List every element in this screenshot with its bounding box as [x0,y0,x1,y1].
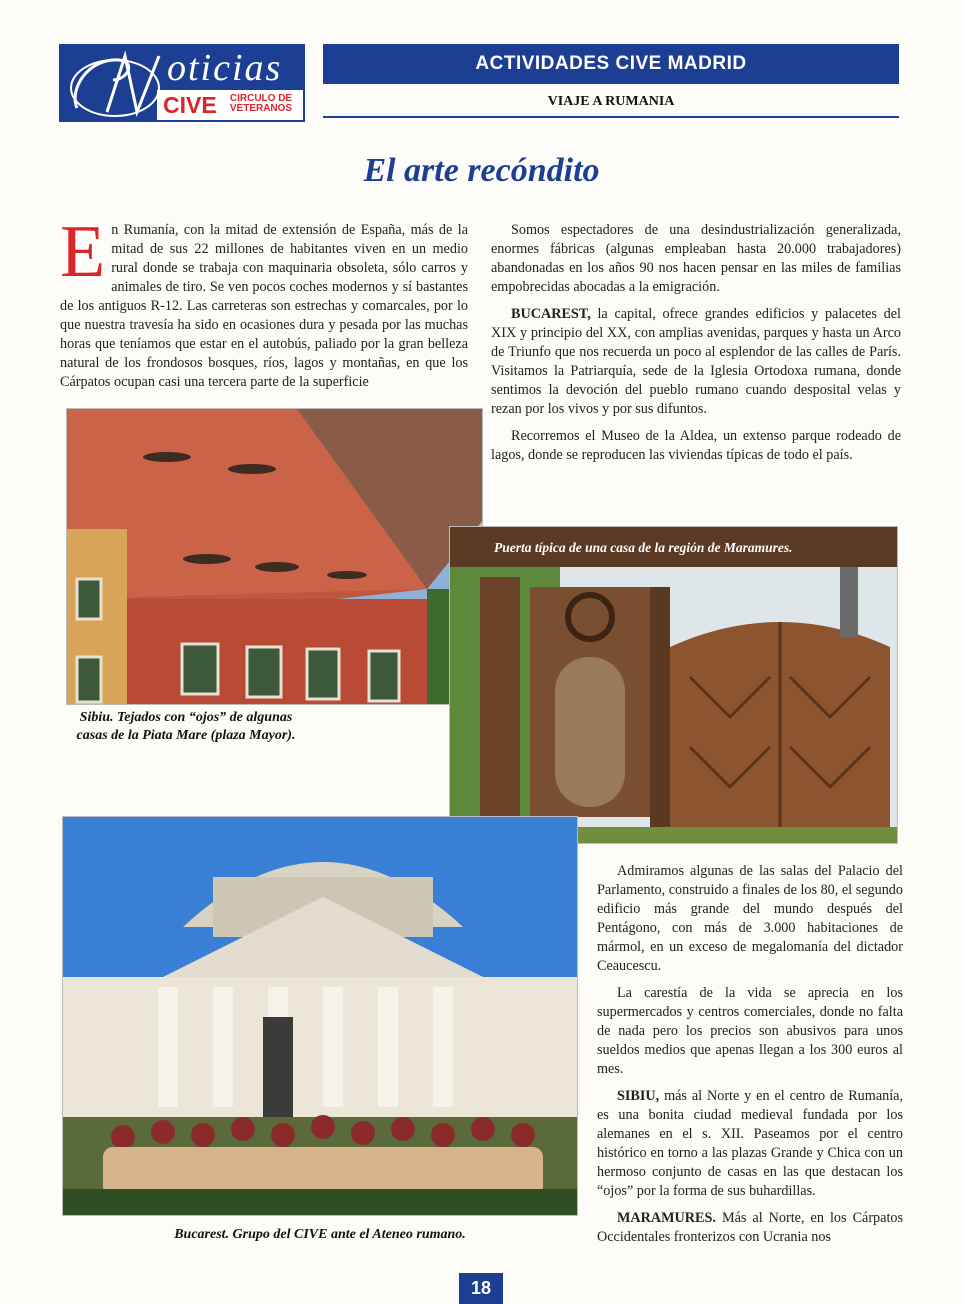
paragraph-sibiu-text: más al Norte y en el centro de Rumanía, es una bonita ciudad medieval fundada por los alemanes en el s. XII. Paseamos por el centro histórico en torno a las plazas Grande y Chica con un hermoso conjunto de casas en las que destacan los “ojos” por la forma de sus buhardillas. [597,1088,903,1199]
bucarest-caption: Bucarest. Grupo del CIVE ante el Ateneo rumano. [174,1227,466,1242]
drop-cap: E [60,211,106,293]
section-title: ACTIVIDADES CIVE MADRID [323,44,899,84]
logo-circulo-line1: CIRCULO DE [229,93,293,104]
logo-word: oticias [167,47,283,89]
intro-text: n Rumanía, con la mitad de extensión de España, más de la mitad de sus 22 millones de habitantes viven en un medio rural donde se trabaja con maquinaria obsoleta, sólo carros y animales de tiro. Se ven pocos coches modernos y sí bastantes de los antiguos R-12. Las carreteras son estrechas y comarcales, por lo que nuestra travesía ha sido en ocasiones dura y pesada por las muchas horas que teníamos que estar en el autobús, paliado por la gran belleza natural de los frondosos bosques, ríos, lagos y montañas, en que los Cárpatos ocupan casi una tercera parte de la superficie [60,222,468,390]
gate-caption: Puerta típica de una casa de la región de Maramures. [494,540,793,555]
paragraph-bucarest [491,305,901,419]
logo-n-mark [67,50,163,120]
logo [59,44,305,122]
sibiu-photo [66,408,483,705]
gate-photo [449,526,898,844]
intro-column [60,211,468,400]
article-title: El arte recóndito [363,152,600,189]
keyword-sibiu: SIBIU, [617,1088,660,1104]
logo-circulo [223,94,299,114]
paragraph-carestia: La carestía de la vida se aprecia en los supermercados y centros comerciales, donde no falta de nada pero los precios son abusivos para unos sueldos medios que apenas llegan a los 300 euros al mes. [597,985,903,1077]
page-number: 18 [459,1273,503,1304]
keyword-bucarest: BUCAREST, [511,306,591,322]
subsection-title: VIAJE A RUMANIA [323,88,899,118]
intro-paragraph [60,211,468,392]
paragraph-maramures [597,1209,903,1247]
paragraph-museo: Recorremos el Museo de la Aldea, un extenso parque rodeado de lagos, donde se reproducen las viviendas típicas de todo el país. [491,428,901,463]
paragraph-industry: Somos espectadores de una desindustrialización generalizada, enormes fábricas (algunas empleaban hasta 20.000 trabajadores) abandonadas en los años 90 nos hacen pensar en las miles de familias empobrecidas abocadas a la emigración. [491,222,901,295]
logo-cive: CIVE [163,92,217,118]
paragraph-bucarest-text: la capital, ofrece grandes edificios y palacetes del XIX y principio del XX, con amplias avenidas, parques y hasta un Arco de Triunfo que nos recuerda un poco al esplendor de las calles de París. Visitamos la Patriarquía, sede de la Iglesia Ortodoxa rumana, donde sentimos la devoción del pueblo rumano cuando desposital velas y rezan por los vivos y por sus difuntos. [491,306,901,417]
keyword-maramures: MARAMURES. [617,1210,716,1226]
logo-circulo-line2: VETERANOS [229,103,293,114]
paragraph-parlamento: Admiramos algunas de las salas del Palacio del Parlamento, construido a finales de los 80, el segundo edificio más grande del mundo después del Pentágono, con más de 3.000 habitaciones de mármol, en un exceso de megalomanía del dictador Ceaucescu. [597,863,903,974]
paragraph-maramures-text: Más al Norte, en los Cárpatos Occidentales fronterizos con Ucrania nos [597,1210,903,1245]
sibiu-caption: Sibiu. Tejados con “ojos” de algunas casas de la Piata Mare (plaza Mayor). [76,710,296,743]
bottom-right-column [597,862,903,1255]
bucarest-photo [62,816,578,1216]
logo-cive-strip [157,90,303,120]
right-column [491,221,901,473]
paragraph-sibiu [597,1087,903,1201]
